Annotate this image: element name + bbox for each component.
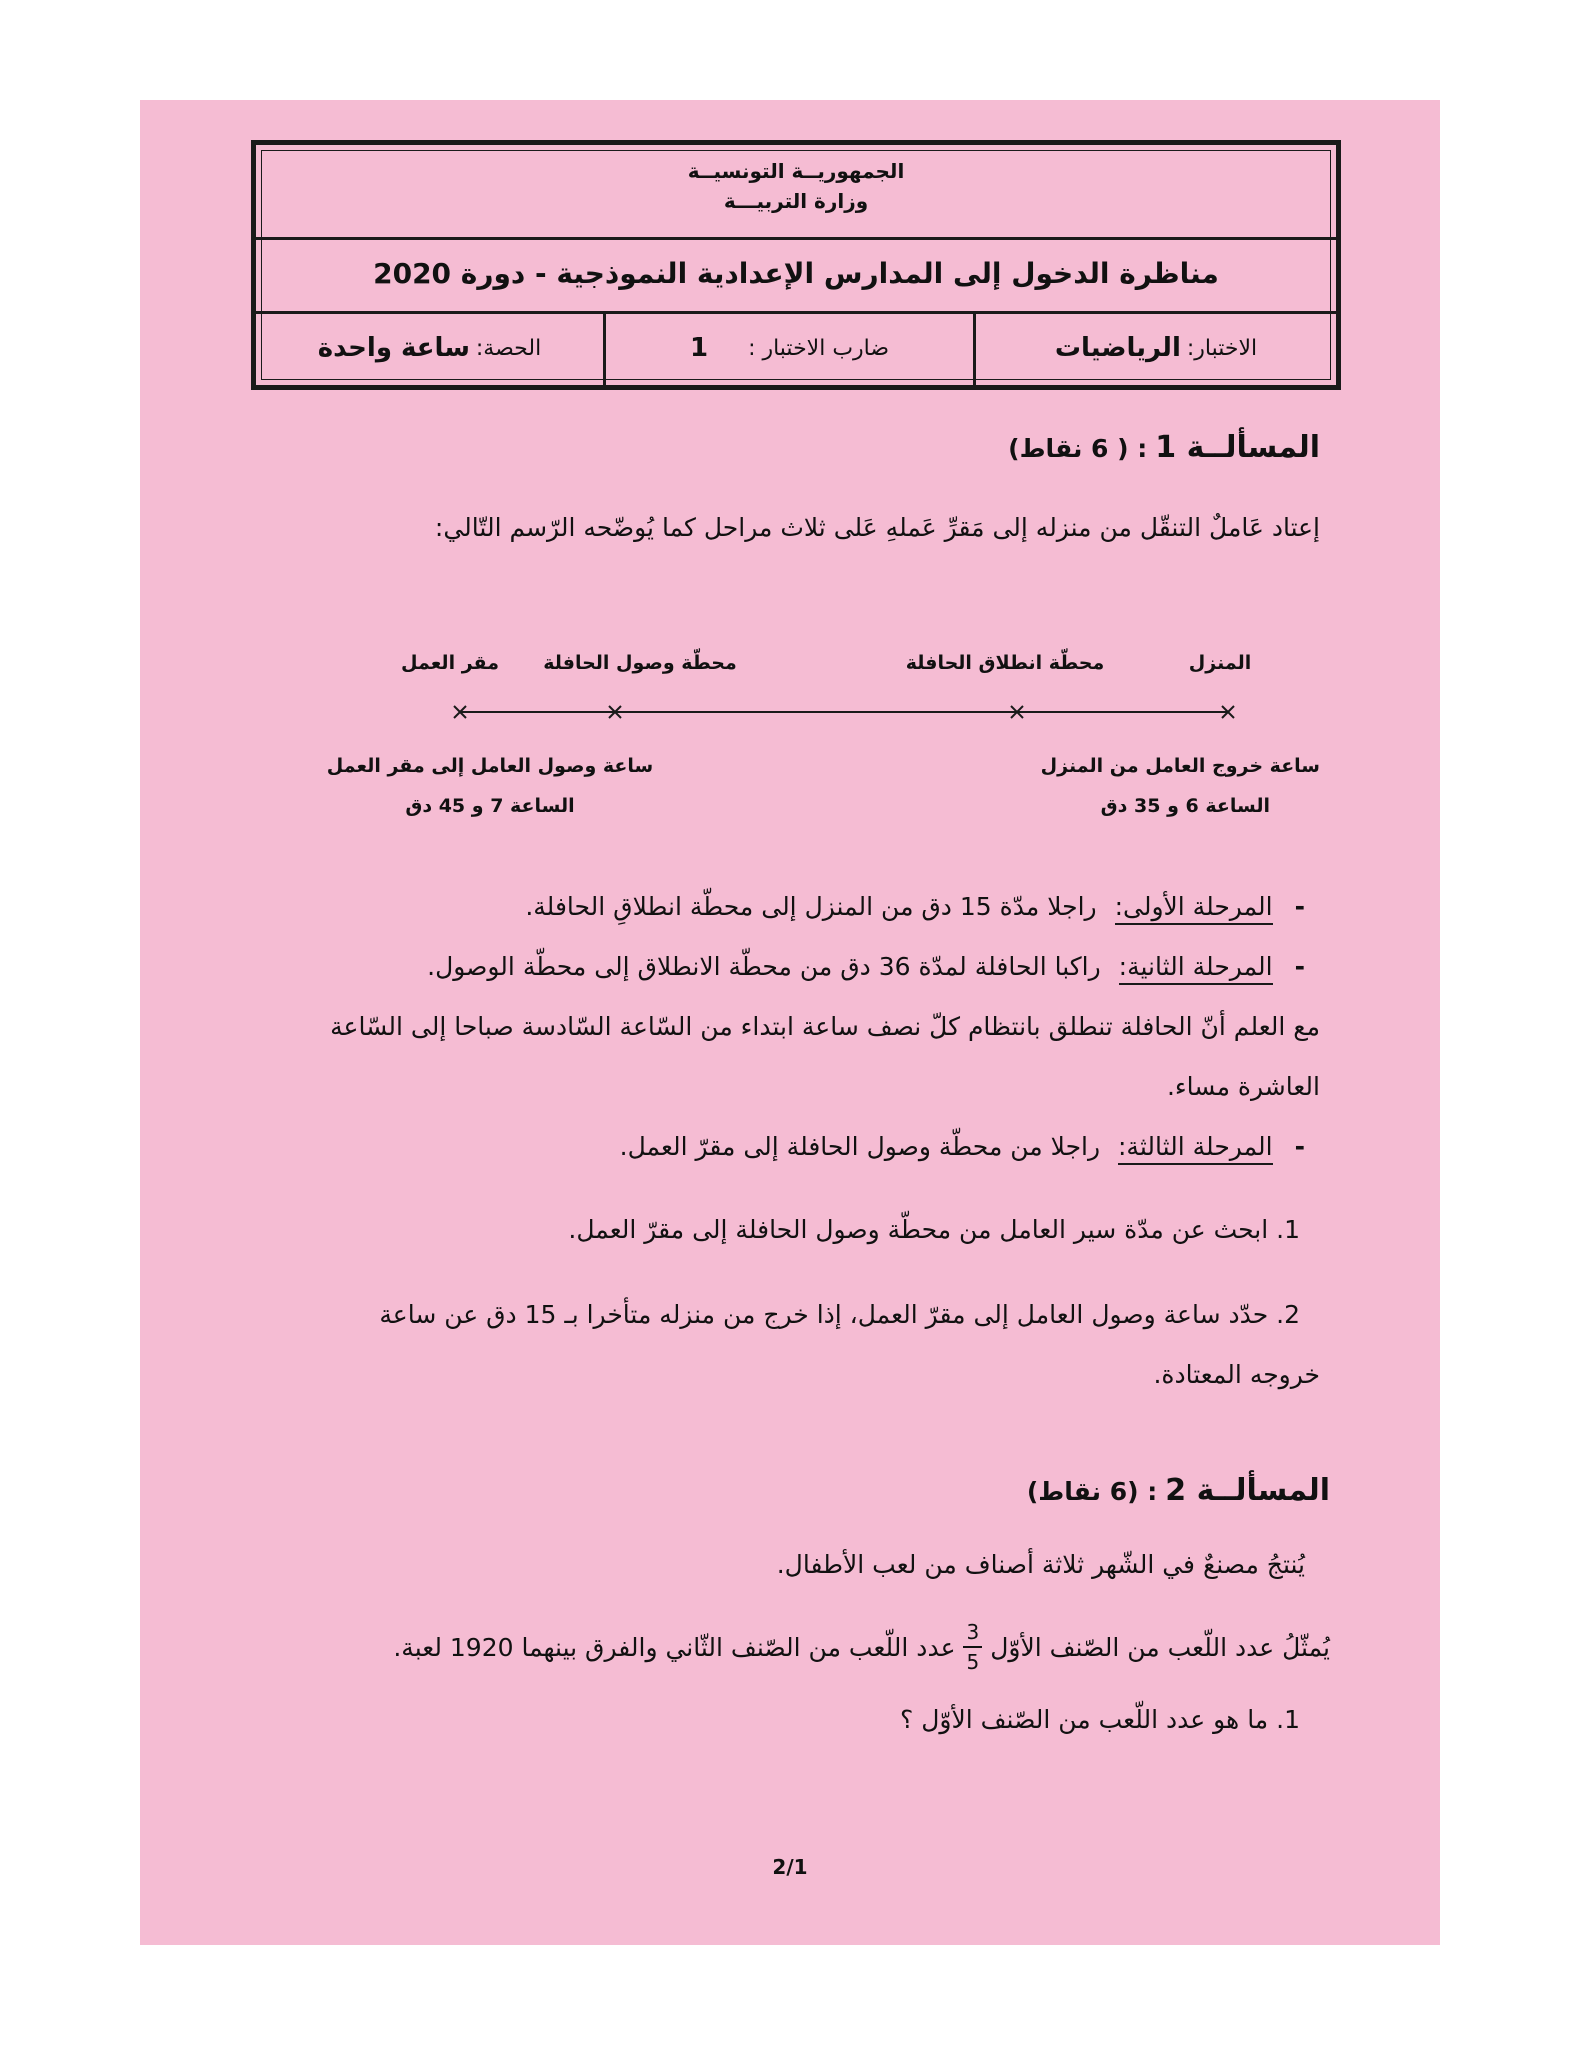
exam-page <box>140 100 1440 1945</box>
stage1-label: المرحلة الأولى: <box>1115 892 1273 925</box>
page-number: 2/1 <box>772 1855 808 1879</box>
arrive-time: الساعة 7 و 45 دق <box>405 795 575 817</box>
header-box <box>251 140 1341 390</box>
stage3-text: راجلا من محطّة وصول الحافلة إلى مقرّ العمل. <box>619 1132 1101 1161</box>
problem1-intro: إعتاد عَاملٌ التنقّل من منزله إلى مَقرِّ عَملهِ عَلى ثلاث مراحل كما يُوضّحه الرّسم التّالي: <box>434 513 1320 542</box>
test-label: الاختبار: <box>1186 335 1258 361</box>
exam-title: مناظرة الدخول إلى المدارس الإعدادية النموذجية - دورة 2020 <box>373 257 1219 290</box>
duration-value: ساعة واحدة <box>317 333 470 363</box>
stage2-label: المرحلة الثانية: <box>1119 952 1273 985</box>
problem2-title: المسألــة 2 : (6 نقاط) <box>1026 1473 1330 1508</box>
depart-time: الساعة 6 و 35 دق <box>1100 795 1270 817</box>
label-workplace: مقر العمل <box>401 652 499 674</box>
problem1-question2-line2: خروجه المعتادة. <box>1153 1360 1320 1389</box>
problem1-title: المسألــة 1 : ( 6 نقاط) <box>1008 430 1320 465</box>
statement-part1: يُمثّلُ عدد اللّعب من الصّنف الأوّل <box>990 1632 1330 1662</box>
test-duration <box>256 311 603 385</box>
header-ministry <box>256 145 1336 240</box>
stage2: -المرحلة الثانية: راكبا الحافلة لمدّة 36 دق من محطّة الانطلاق إلى محطّة الوصول. <box>427 952 1305 981</box>
depart-caption: ساعة خروج العامل من المنزل <box>1040 755 1320 777</box>
duration-label: الحصة: <box>475 335 542 361</box>
header-title-row <box>256 237 1336 314</box>
stage3-label: المرحلة الثالثة: <box>1118 1132 1273 1165</box>
republic-name: الجمهوريــة التونسيــة <box>687 159 905 183</box>
ministry-name: وزارة التربيـــة <box>723 189 869 213</box>
bus-schedule-note-1: مع العلم أنّ الحافلة تنطلق بانتظام كلّ نصف ساعة ابتداء من السّاعة السّادسة صباحا إلى السّاعة <box>330 1012 1320 1041</box>
problem2-question1: 1. ما هو عدد اللّعب من الصّنف الأوّل ؟ <box>900 1705 1300 1734</box>
coef-label: ضارب الاختبار : <box>748 335 890 361</box>
test-value: الرياضيات <box>1054 333 1181 363</box>
stage2-text: راكبا الحافلة لمدّة 36 دق من محطّة الانطلاق إلى محطّة الوصول. <box>427 952 1101 981</box>
header-info-row <box>256 311 1336 385</box>
stage1: -المرحلة الأولى: راجلا مدّة 15 دق من المنزل إلى محطّة انطلاقِ الحافلة. <box>525 892 1305 921</box>
test-coefficient <box>606 311 973 385</box>
stage1-text: راجلا مدّة 15 دق من المنزل إلى محطّة انطلاقِ الحافلة. <box>525 892 1097 921</box>
arrive-caption: ساعة وصول العامل إلى مقر العمل <box>326 755 654 777</box>
label-bus-arrival: محطّة وصول الحافلة <box>543 652 737 674</box>
problem2-intro: يُنتجُ مصنعٌ في الشّهر ثلاثة أصناف من لعب الأطفال. <box>776 1550 1305 1579</box>
problem1-question2-line1: 2. حدّد ساعة وصول العامل إلى مقرّ العمل، إذا خرج من منزله متأخرا بـ 15 دق عن ساعة <box>379 1300 1300 1329</box>
coef-value: 1 <box>689 333 709 363</box>
problem1-question1: 1. ابحث عن مدّة سير العامل من محطّة وصول الحافلة إلى مقرّ العمل. <box>568 1215 1300 1244</box>
bus-schedule-note-2: العاشرة مساء. <box>1166 1072 1320 1101</box>
problem2-statement <box>393 1620 1330 1674</box>
label-home: المنزل <box>1188 652 1252 674</box>
stage3: -المرحلة الثالثة: راجلا من محطّة وصول الحافلة إلى مقرّ العمل. <box>620 1132 1305 1161</box>
label-bus-departure: محطّة انطلاق الحافلة <box>905 652 1105 674</box>
fraction-three-fifths: $\frac{3}{5}$ <box>963 1620 982 1674</box>
test-subject <box>976 311 1336 385</box>
statement-part2: عدد اللّعب من الصّنف الثّاني والفرق بينهما 1920 لعبة. <box>393 1632 956 1662</box>
